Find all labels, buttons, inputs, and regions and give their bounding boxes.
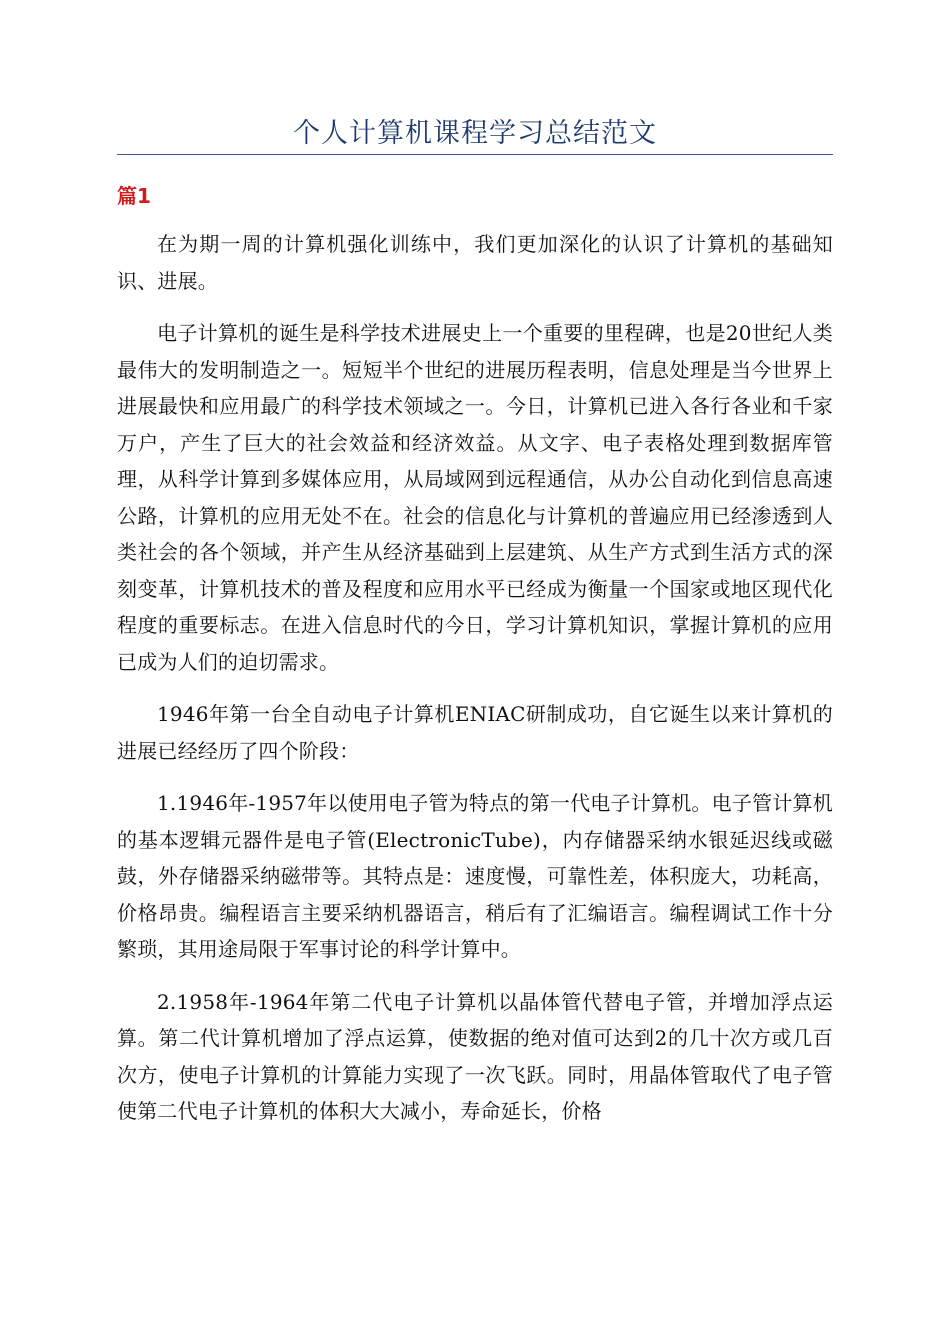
document-page [117, 0, 833, 1130]
paragraph-computer-birth: 电子计算机的诞生是科学技术进展史上一个重要的里程碑，也是20世纪人类最伟大的发明制造之一。短短半个世纪的进展历程表明，信息处理是当今世界上进展最快和应用最广的科学技术领域之一。今日，计算机已进入各行各业和千家万户，产生了巨大的社会效益和经济效益。从文字、电子表格处理到数据库管理，从科学计算到多媒体应用，从局域网到远程通信，从办公自动化到信息高速公路，计算机的应用无处不在。社会的信息化与计算机的普遍应用已经渗透到人类社会的各个领域，并产生从经济基础到上层建筑、从生产方式到生活方式的深刻变革，计算机技术的普及程度和应用水平已经成为衡量一个国家或地区现代化程度的重要标志。在进入信息时代的今日，学习计算机知识，掌握计算机的应用已成为人们的迫切需求。 [117, 321, 833, 674]
paragraph-eniac: 1946年第一台全自动电子计算机ENIAC研制成功，自它诞生以来计算机的进展已经经历了四个阶段： [117, 702, 833, 763]
paragraph-intro: 在为期一周的计算机强化训练中，我们更加深化的认识了计算机的基础知识、进展。 [117, 232, 833, 293]
document-title: 个人计算机课程学习总结范文 [293, 118, 657, 149]
title-underline [117, 154, 833, 155]
paragraph-first-generation: 1.1946年-1957年以使用电子管为特点的第一代电子计算机。电子管计算机的基本逻辑元器件是电子管(ElectronicTube)，内存储器采纳水银延迟线或磁鼓，外存储器采纳磁带等。其特点是：速度慢，可靠性差，体积庞大，功耗高，价格昂贵。编程语言主要采纳机器语言，稍后有了汇编语言。编程调试工作十分繁琐，其用途局限于军事讨论的科学计算中。 [117, 791, 833, 961]
section-heading: 篇1 [117, 184, 151, 208]
paragraph-second-generation: 2.1958年-1964年第二代电子计算机以晶体管代替电子管，并增加浮点运算。第二代计算机增加了浮点运算，使数据的绝对值可达到2的几十次方或几百次方，使电子计算机的计算能力实现了一次飞跃。同时，用晶体管取代了电子管使第二代电子计算机的体积大大减小，寿命延长，价格 [117, 989, 833, 1123]
